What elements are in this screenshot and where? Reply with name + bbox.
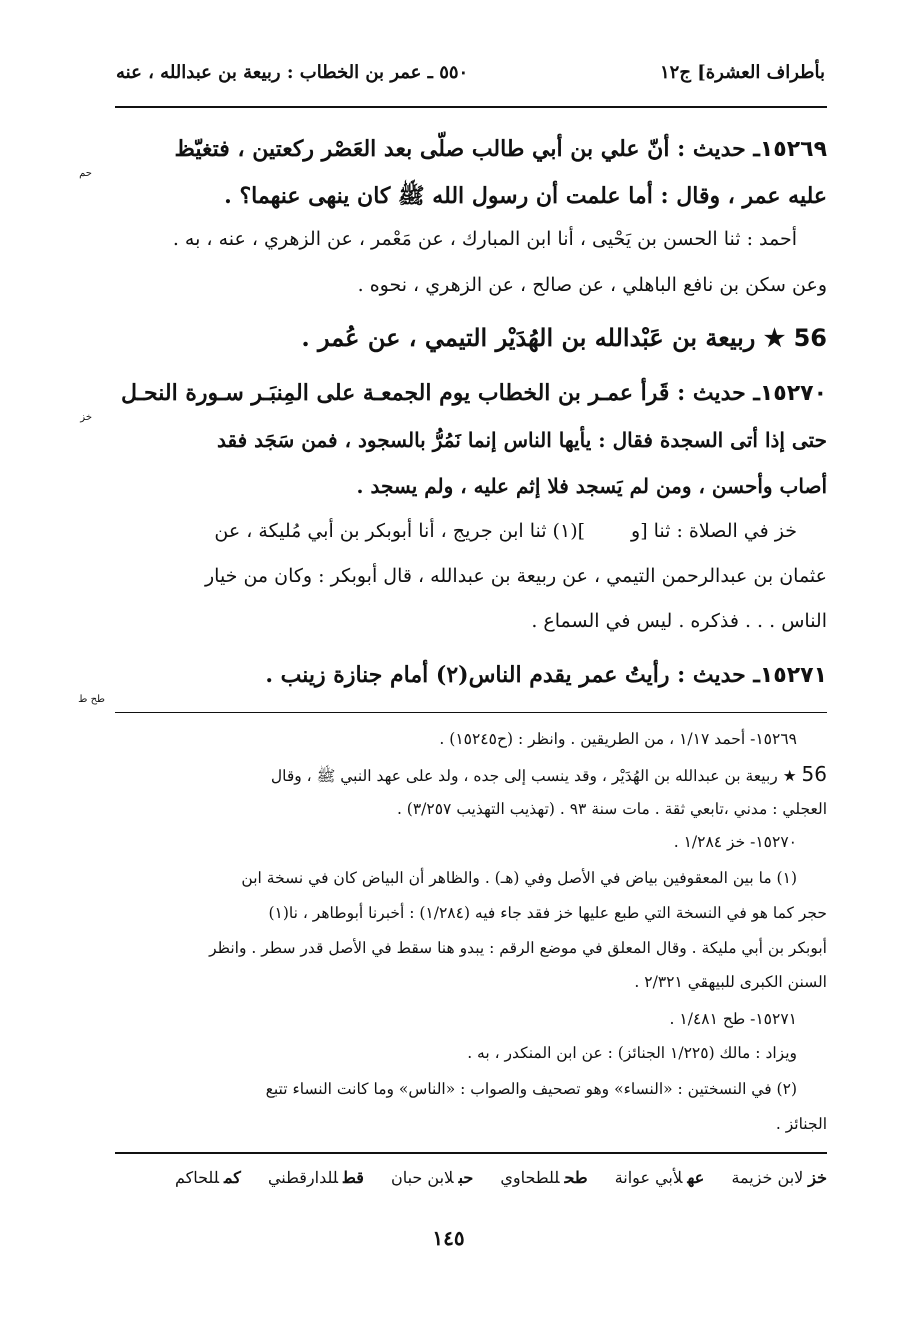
footnote-2-line1: (٢) في النسختين : «النساء» وهو تصحيف والصواب : «الناس» وما كانت النساء تتبع [265, 1080, 797, 1098]
footnote-15271: ١٥٢٧١- طح ١/٤٨١ . [669, 1010, 797, 1028]
hadith-15270-isnad3: الناس . . . فذكره . ليس في السماع . [531, 610, 827, 632]
footnote-2-line2: الجنائز . [775, 1115, 827, 1133]
hadith-15270-line2: حتى إذا أتى السجدة فقال : يأيها الناس إنما نَمُرُّ بالسجود ، فمن سَجَد فقد [217, 428, 827, 452]
abbreviation-legend [153, 1168, 827, 1187]
narrator-name: ربيعة بن عَبْدالله بن الهُدَيْر التيمي ، عن عُمر . [301, 323, 756, 352]
footnote-rule [115, 712, 827, 713]
footnote-text: ربيعة بن عبدالله بن الهُدَيْر ، وقد ينسب إلى جده ، ولد على عهد النبي ﷺ ، وقال [270, 767, 778, 785]
header-rule [115, 106, 827, 108]
hadith-15269-sigla: حم [79, 168, 92, 179]
footnote-additional: ويزاد : مالك (١/٢٢٥ الجنائز) : عن ابن المنكدر ، به . [467, 1044, 797, 1062]
hadith-15270-line3: أصاب وأحسن ، ومن لم يَسجد فلا إثم عليه ، ولم يسجد . [356, 474, 827, 498]
hadith-15271-sigla: طح ط [78, 694, 105, 705]
isnad-text-a: خز في الصلاة : ثنا [و [631, 520, 797, 542]
hadith-15271-line1 [265, 662, 827, 688]
running-header-right: بأطراف العشرة] ج١٢ [659, 62, 825, 83]
hadith-number: ١٥٢٧١ [759, 663, 827, 688]
hadith-15269-line2: عليه عمر ، وقال : أما علمت أن رسول الله ﷺ كان ينهى عنهما؟ . [224, 183, 827, 209]
legend-rule [115, 1152, 827, 1154]
legend-item: كمللحاكم [174, 1168, 241, 1187]
hadith-text: ـ حديث : أنّ علي بن أبي طالب صلّى بعد العَصْر ركعتين ، فتغيّظ [174, 136, 760, 162]
legend-item: خزلابن خزيمة [731, 1168, 827, 1187]
footnote-narrator-56-line2: العجلي : مدني ،تابعي ثقة . مات سنة ٩٣ . (تهذيب التهذيب ٣/٢٥٧) . [396, 800, 827, 818]
hadith-15270-sigla: خز [80, 412, 92, 423]
legend-item: طحللطحاوي [500, 1168, 588, 1187]
hadith-15269-isnad2: وعن سكن بن نافع الباهلي ، عن صالح ، عن الزهري ، نحوه . [357, 274, 827, 296]
page-number: ١٤٥ [432, 1226, 465, 1250]
hadith-15270-isnad2: عثمان بن عبدالرحمن التيمي ، عن ربيعة بن عبدالله ، قال أبوبكر : وكان من خيار [204, 565, 827, 587]
hadith-text: ـ حديث : قَرأ عمـر بن الخطاب يوم الجمعـة على المِنبَـر سـورة النحـل [120, 380, 760, 406]
legend-item: حبلابن حبان [390, 1168, 474, 1187]
narrator-number: 56 [793, 324, 827, 352]
footnote-1-line2: حجر كما هو في النسخة التي طبع عليها خز فقد جاء فيه (١/٢٨٤) : أخبرنا أبوطاهر ، نا(١) [268, 904, 827, 922]
running-header-left: ٥٥٠ ـ عمر بن الخطاب : ربيعة بن عبدالله ، عنه [116, 62, 469, 83]
isnad-text-b: ](١) ثنا ابن جريج ، أنا أبوبكر بن أبي مُليكة ، عن [214, 520, 586, 542]
star-icon: ★ [763, 323, 786, 352]
footnote-15270: ١٥٢٧٠- خز ١/٢٨٤ . [673, 833, 797, 851]
footnote-1-line3: أبوبكر بن أبي مليكة . وقال المعلق في موضع الرقم : يبدو هنا سقط في الأصل قدر سطر . وانظر [209, 939, 827, 957]
star-icon: ★ [782, 767, 797, 785]
legend-item: عهلأبي عوانة [614, 1168, 705, 1187]
hadith-15270-isnad1 [214, 520, 797, 542]
footnote-1-line4: السنن الكبرى للبيهقي ٢/٣٢١ . [634, 973, 827, 991]
hadith-15270-line1 [121, 380, 827, 406]
legend-item: قطللدارقطني [267, 1168, 364, 1187]
hadith-number: ١٥٢٧٠ [759, 381, 827, 406]
footnote-narrator-56-line1 [271, 762, 827, 789]
footnote-15269: ١٥٢٦٩- أحمد ١/١٧ ، من الطريقين . وانظر : (ح١٥٢٤٥) . [439, 730, 797, 748]
narrator-heading-56 [301, 323, 827, 352]
hadith-text: ـ حديث : رأيتُ عمر يقدم الناس(٢) أمام جنازة زينب . [265, 662, 760, 688]
hadith-number: ١٥٢٦٩ [759, 137, 827, 162]
narrator-number: 56 [801, 762, 827, 786]
hadith-15269-line1 [175, 136, 827, 162]
footnote-1-line1: (١) ما بين المعقوفين بياض في الأصل وفي (هـ) . والظاهر أن البياض كان في نسخة ابن [241, 869, 797, 887]
hadith-15269-isnad1: أحمد : ثنا الحسن بن يَحْيى ، أنا ابن المبارك ، عن مَعْمر ، عن الزهري ، عنه ، به . [172, 228, 797, 250]
